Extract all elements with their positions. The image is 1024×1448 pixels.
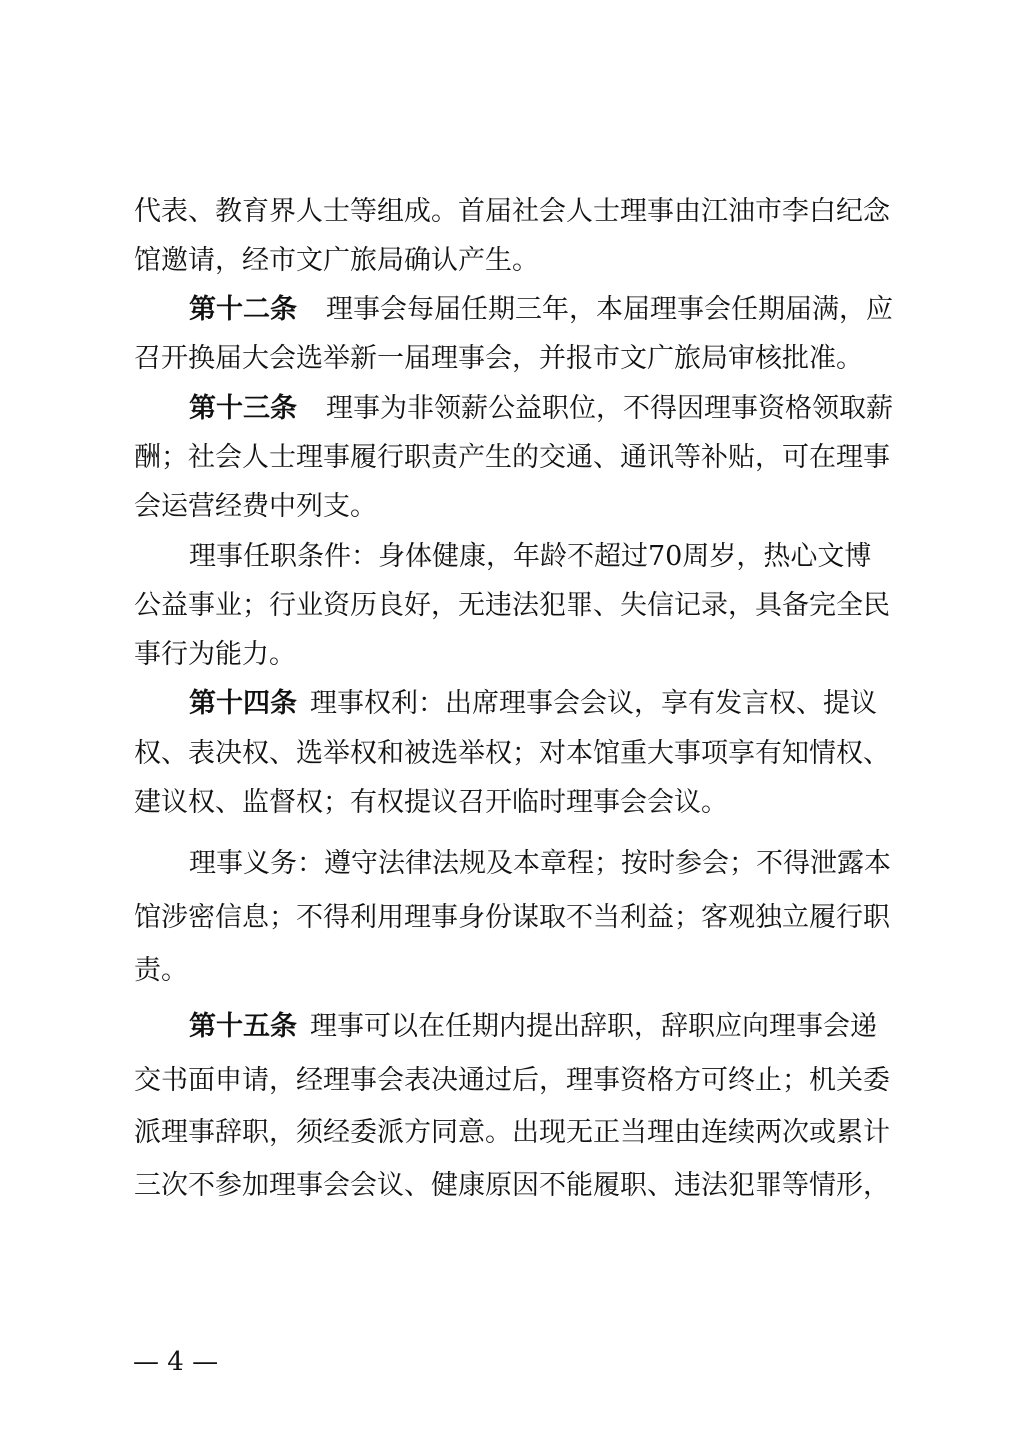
paragraph-line xyxy=(0,1061,1024,1101)
article-heading: 第十五条 xyxy=(189,1011,297,1042)
paragraph-line xyxy=(0,734,1024,774)
article-heading: 第十四条 xyxy=(189,688,297,719)
paragraph-line xyxy=(0,1166,1024,1206)
text-line: 理事义务：遵守法律法规及本章程；按时参会；不得泄露本 xyxy=(189,848,891,879)
article-line xyxy=(0,1007,1024,1047)
article-heading: 第十二条 xyxy=(189,294,297,325)
paragraph-line xyxy=(0,1113,1024,1153)
paragraph-line xyxy=(0,586,1024,626)
text-line: 三次不参加理事会会议、健康原因不能履职、违法犯罪等情形， xyxy=(134,1170,890,1201)
text-line: 交书面申请，经理事会表决通过后，理事资格方可终止；机关委 xyxy=(134,1065,890,1096)
page-number: — 4 — xyxy=(133,1347,219,1377)
text-line: 责。 xyxy=(134,955,188,986)
text-line: 权、表决权、选举权和被选举权；对本馆重大事项享有知情权、 xyxy=(134,738,890,769)
text-line: 会运营经费中列支。 xyxy=(134,491,377,522)
article-heading: 第十三条 xyxy=(189,393,297,424)
paragraph-line xyxy=(0,844,1024,884)
paragraph-line xyxy=(0,635,1024,675)
paragraph-line xyxy=(0,438,1024,478)
article-line xyxy=(0,684,1024,724)
text-line: 理事为非领薪公益职位，不得因理事资格领取薪 xyxy=(326,393,893,424)
paragraph-line xyxy=(0,783,1024,823)
text-line: 事行为能力。 xyxy=(134,639,296,670)
text-line: 建议权、监督权；有权提议召开临时理事会会议。 xyxy=(134,787,728,818)
text-line: 馆邀请，经市文广旅局确认产生。 xyxy=(134,245,539,276)
paragraph-line xyxy=(0,339,1024,379)
text-line: 理事任职条件：身体健康，年龄不超过70周岁，热心文博 xyxy=(189,541,872,572)
paragraph-line xyxy=(0,192,1024,232)
text-line: 召开换届大会选举新一届理事会，并报市文广旅局审核批准。 xyxy=(134,343,863,374)
text-line: 理事会每届任期三年，本届理事会任期届满，应 xyxy=(326,294,893,325)
paragraph-line xyxy=(0,537,1024,577)
text-line: 理事可以在任期内提出辞职，辞职应向理事会递 xyxy=(310,1011,877,1042)
text-line: 理事权利：出席理事会会议，享有发言权、提议 xyxy=(310,688,877,719)
text-line: 酬；社会人士理事履行职责产生的交通、通讯等补贴，可在理事 xyxy=(134,442,890,473)
text-line: 馆涉密信息；不得利用理事身份谋取不当利益；客观独立履行职 xyxy=(134,902,890,933)
paragraph-line xyxy=(0,898,1024,938)
paragraph-line xyxy=(0,487,1024,527)
text-line: 代表、教育界人士等组成。首届社会人士理事由江油市李白纪念 xyxy=(134,196,890,227)
article-line xyxy=(0,389,1024,429)
article-line xyxy=(0,290,1024,330)
paragraph-line xyxy=(0,241,1024,281)
text-line: 公益事业；行业资历良好，无违法犯罪、失信记录，具备完全民 xyxy=(134,590,890,621)
text-line: 派理事辞职，须经委派方同意。出现无正当理由连续两次或累计 xyxy=(134,1117,890,1148)
paragraph-line xyxy=(0,951,1024,991)
